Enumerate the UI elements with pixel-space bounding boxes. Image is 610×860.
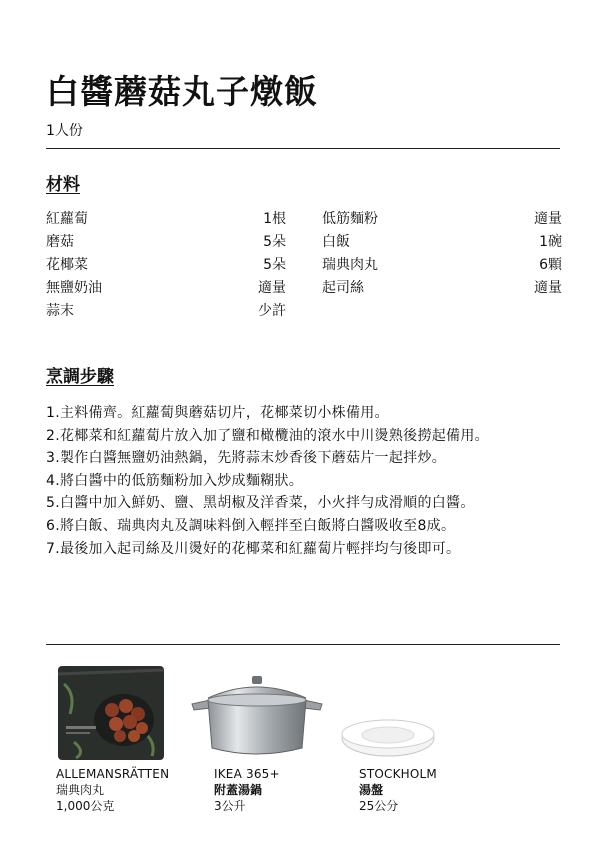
product-name: IKEA 365+ bbox=[214, 767, 280, 781]
step-item: 4.將白醬中的低筋麵粉加入炒成麵糊狀。 bbox=[46, 472, 304, 489]
ingredient-qty: 1根 bbox=[263, 211, 286, 227]
product-name: STOCKHOLM bbox=[359, 767, 437, 781]
ingredient-row bbox=[46, 231, 286, 254]
step-item: 2.花椰菜和紅蘿蔔片放入加了鹽和橄欖油的滾水中川燙熟後撈起備用。 bbox=[46, 427, 489, 444]
serving-size: 1人份 bbox=[46, 123, 83, 139]
ingredient-row bbox=[46, 300, 286, 323]
ingredient-row bbox=[46, 208, 286, 231]
recipe-title: 白醬蘑菇丸子燉飯 bbox=[46, 72, 318, 111]
ingredient-name: 白飯 bbox=[322, 234, 350, 250]
product-text bbox=[214, 766, 374, 814]
product-desc: 湯盤 bbox=[359, 783, 384, 797]
step-item: 5.白醬中加入鮮奶、鹽、黑胡椒及洋香菜，小火拌勻成滑順的白醬。 bbox=[46, 495, 475, 512]
ingredient-qty: 5朵 bbox=[263, 257, 286, 273]
ingredient-qty: 適量 bbox=[258, 280, 286, 296]
step-item: 1.主料備齊。紅蘿蔔與蘑菇切片，花椰菜切小株備用。 bbox=[46, 405, 389, 421]
ingredients-column-right bbox=[322, 208, 562, 300]
product-name: ALLEMANSRÄTTEN bbox=[56, 767, 170, 781]
ingredient-qty: 適量 bbox=[534, 211, 562, 227]
soup-plate-icon bbox=[338, 708, 438, 760]
ingredient-row bbox=[322, 208, 562, 231]
ingredient-name: 起司絲 bbox=[322, 280, 364, 296]
divider-bottom bbox=[46, 644, 560, 645]
divider-top bbox=[46, 148, 560, 149]
ingredient-qty: 適量 bbox=[534, 280, 562, 296]
ingredient-qty: 5朵 bbox=[263, 234, 286, 250]
ingredient-name: 花椰菜 bbox=[46, 257, 88, 273]
pot-with-lid-icon bbox=[190, 674, 324, 760]
product-size: 3公升 bbox=[214, 799, 246, 813]
ingredient-name: 磨菇 bbox=[46, 234, 74, 250]
ingredient-name: 無鹽奶油 bbox=[46, 280, 102, 296]
product-text bbox=[56, 766, 216, 814]
ingredient-name: 瑞典肉丸 bbox=[322, 257, 378, 273]
ingredients-column-left bbox=[46, 208, 286, 323]
ingredient-row bbox=[322, 277, 562, 300]
product-desc: 瑞典肉丸 bbox=[56, 783, 105, 797]
product-size: 25公分 bbox=[359, 799, 399, 813]
ingredient-row bbox=[322, 231, 562, 254]
ingredient-name: 低筋麵粉 bbox=[322, 211, 378, 227]
ingredient-row bbox=[322, 254, 562, 277]
step-item: 3.製作白醬無鹽奶油熱鍋，先將蒜末炒香後下蘑菇片一起拌炒。 bbox=[46, 450, 447, 467]
ingredient-qty: 6顆 bbox=[539, 257, 562, 273]
steps-list bbox=[46, 402, 566, 560]
ingredients-heading: 材料 bbox=[46, 175, 80, 195]
ingredient-row bbox=[46, 254, 286, 277]
ingredient-name: 紅蘿蔔 bbox=[46, 211, 88, 227]
product-text bbox=[359, 766, 519, 814]
steps-heading: 烹調步驟 bbox=[46, 367, 114, 387]
product-size: 1,000公克 bbox=[56, 799, 115, 813]
ingredient-qty: 少許 bbox=[258, 303, 286, 319]
meatball-bag-icon bbox=[56, 664, 166, 762]
step-item: 7.最後加入起司絲及川燙好的花椰菜和紅蘿蔔片輕拌均勻後即可。 bbox=[46, 540, 461, 557]
ingredient-name: 蒜末 bbox=[46, 303, 74, 319]
ingredient-row bbox=[46, 277, 286, 300]
product-desc: 附蓋湯鍋 bbox=[214, 783, 263, 797]
ingredient-qty: 1碗 bbox=[539, 234, 562, 250]
step-item: 6.將白飯、瑞典肉丸及調味料倒入輕拌至白飯將白醬吸收至8成。 bbox=[46, 517, 456, 534]
